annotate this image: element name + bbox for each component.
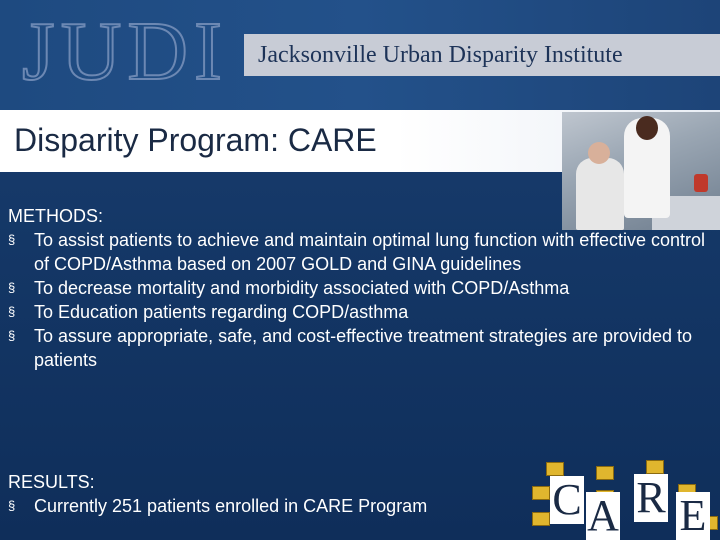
photo-patient-head xyxy=(588,142,610,164)
list-item-text: To assist patients to achieve and maintain optimal lung function with effective control of COPD/Asthma based on 2007 GOLD and GINA guidelines xyxy=(34,230,706,274)
bullet-icon: § xyxy=(8,328,16,343)
header-banner xyxy=(0,0,720,110)
list-item-text: Currently 251 patients enrolled in CARE Program xyxy=(34,496,428,516)
methods-heading: METHODS: xyxy=(8,206,104,226)
logo-letter-a: A xyxy=(587,491,619,540)
logo-letter-r: R xyxy=(634,474,668,522)
results-section xyxy=(8,470,528,518)
institute-name: Jacksonville Urban Disparity Institute xyxy=(258,41,623,68)
methods-section xyxy=(8,204,708,372)
photo-red-item xyxy=(694,174,708,192)
bullet-icon: § xyxy=(8,232,16,247)
bullet-icon: § xyxy=(8,280,16,295)
list-item-text: To decrease mortality and morbidity associated with COPD/Asthma xyxy=(34,278,570,298)
list-item xyxy=(8,324,708,372)
list-item-text: To assure appropriate, safe, and cost-effective treatment strategies are provided to patients xyxy=(34,326,693,370)
logo-tile xyxy=(646,460,664,474)
photo-nurse-head xyxy=(636,116,658,140)
care-logo xyxy=(528,456,720,540)
list-item xyxy=(8,276,708,300)
list-item xyxy=(8,228,708,276)
results-list xyxy=(8,494,528,518)
institute-name-bar xyxy=(244,34,720,76)
list-item xyxy=(8,494,528,518)
slide-title: Disparity Program: CARE xyxy=(14,122,377,158)
logo-tile xyxy=(532,486,550,500)
list-item-text: To Education patients regarding COPD/asthma xyxy=(34,302,409,322)
results-heading: RESULTS: xyxy=(8,472,95,492)
logo-tile xyxy=(546,462,564,476)
logo-letter-e: E xyxy=(676,492,710,540)
bullet-icon: § xyxy=(8,498,16,513)
logo-tile xyxy=(532,512,550,526)
logo-tile xyxy=(596,466,614,480)
bullet-icon: § xyxy=(8,304,16,319)
list-item xyxy=(8,300,708,324)
methods-list xyxy=(8,228,708,372)
judi-logo: JUDI xyxy=(22,5,228,98)
logo-letter-c: C xyxy=(550,476,584,524)
